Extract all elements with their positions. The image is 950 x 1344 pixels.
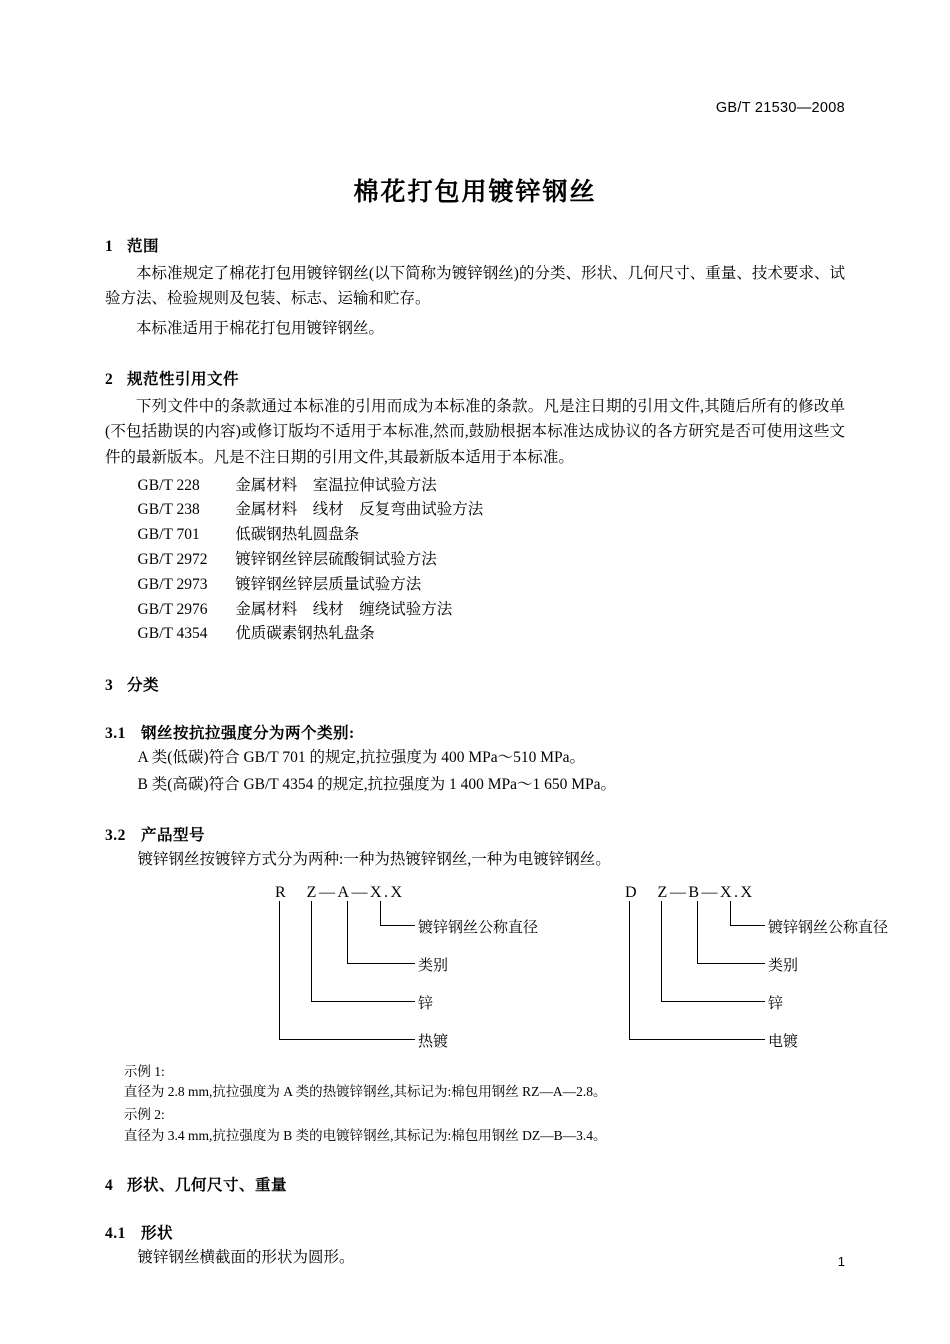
clause-number-1: 1 bbox=[105, 238, 114, 255]
designation-label-right-2: 类别 bbox=[768, 957, 799, 974]
leader-line bbox=[311, 901, 312, 1001]
reference-code: GB/T 238 bbox=[137, 501, 200, 519]
clause-title-3-2: 产品型号 bbox=[141, 827, 206, 845]
clause-heading-3 bbox=[105, 673, 845, 695]
clause-heading-1 bbox=[105, 234, 845, 256]
example-1 bbox=[105, 1062, 845, 1104]
example-1-text: 直径为 2.8 mm,抗拉强度为 A 类的热镀锌钢丝,其标记为:棉包用钢丝 RZ—A—2.8。 bbox=[123, 1084, 607, 1100]
reference-name: 低碳钢热轧圆盘条 bbox=[235, 526, 360, 544]
list-item bbox=[105, 548, 845, 573]
reference-code: GB/T 2976 bbox=[137, 600, 208, 618]
clause-heading-3-2 bbox=[105, 823, 845, 845]
clause-heading-4 bbox=[105, 1173, 845, 1195]
page-header-standard-number: GB/T 21530—2008 bbox=[715, 100, 845, 116]
page-title: 棉花打包用镀锌钢丝 bbox=[353, 179, 597, 206]
reference-code: GB/T 2972 bbox=[137, 551, 208, 569]
designation-label-left-1: 镀锌钢丝公称直径 bbox=[418, 919, 539, 936]
example-2-text: 直径为 3.4 mm,抗拉强度为 B 类的电镀锌钢丝,其标记为:棉包用钢丝 DZ—B—3.4。 bbox=[123, 1128, 607, 1144]
designation-label-right-4: 电镀 bbox=[768, 1033, 799, 1050]
product-designation-diagram bbox=[105, 879, 889, 1054]
reference-name: 镀锌钢丝锌层硫酸铜试验方法 bbox=[235, 551, 437, 569]
clause-title-1: 范围 bbox=[127, 238, 160, 255]
list-item bbox=[105, 573, 845, 598]
reference-code: GB/T 701 bbox=[137, 526, 200, 544]
designation-label-left-3: 锌 bbox=[418, 995, 434, 1012]
leader-line bbox=[347, 901, 348, 963]
leader-line bbox=[380, 901, 381, 925]
reference-name: 金属材料 线材 反复弯曲试验方法 bbox=[235, 501, 484, 519]
clause-3-2-line-1: 镀锌钢丝按镀锌方式分为两种:一种为热镀锌钢丝,一种为电镀锌钢丝。 bbox=[137, 851, 611, 869]
clause-title-2: 规范性引用文件 bbox=[127, 371, 240, 389]
reference-name: 镀锌钢丝锌层质量试验方法 bbox=[235, 575, 422, 593]
clause-number-3-1: 3.1 bbox=[105, 725, 126, 743]
clause-3-1-line-2: B 类(高碳)符合 GB/T 4354 的规定,抗拉强度为 1 400 MPa～1 650 MPa。 bbox=[137, 776, 617, 794]
clause-heading-2 bbox=[105, 367, 845, 389]
list-item bbox=[105, 498, 845, 523]
leader-line bbox=[347, 963, 415, 964]
leader-line bbox=[279, 1039, 415, 1040]
reference-name: 金属材料 线材 缠绕试验方法 bbox=[235, 600, 453, 618]
clause-heading-4-1 bbox=[105, 1221, 845, 1243]
reference-name: 金属材料 室温拉伸试验方法 bbox=[235, 476, 437, 494]
clause-3-1-line-1: A 类(低碳)符合 GB/T 701 的规定,抗拉强度为 400 MPa～510 MPa。 bbox=[137, 749, 586, 767]
example-1-label: 示例 1: bbox=[123, 1063, 165, 1079]
leader-line bbox=[697, 963, 765, 964]
reference-code: GB/T 4354 bbox=[137, 625, 208, 643]
clause-1-paragraph-1: 本标准规定了棉花打包用镀锌钢丝(以下简称为镀锌钢丝)的分类、形状、几何尺寸、重量、技术要求、试验方法、检验规则及包装、标志、运输和贮存。 bbox=[105, 265, 845, 308]
clause-number-4: 4 bbox=[105, 1177, 114, 1195]
leader-line bbox=[629, 1039, 765, 1040]
leader-line bbox=[380, 925, 415, 926]
leader-line bbox=[697, 901, 698, 963]
example-2 bbox=[105, 1105, 845, 1147]
clause-1-paragraph-2: 本标准适用于棉花打包用镀锌钢丝。 bbox=[136, 320, 385, 338]
reference-code: GB/T 2973 bbox=[137, 575, 208, 593]
designation-label-left-4: 热镀 bbox=[418, 1033, 449, 1050]
clause-title-3: 分类 bbox=[127, 677, 160, 695]
clause-number-3: 3 bbox=[105, 677, 114, 695]
page-number: 1 bbox=[837, 1254, 845, 1269]
clause-number-4-1: 4.1 bbox=[105, 1225, 126, 1243]
clause-title-3-1: 钢丝按抗拉强度分为两个类别: bbox=[141, 725, 355, 743]
leader-line bbox=[730, 901, 731, 925]
clause-title-4-1: 形状 bbox=[141, 1225, 174, 1243]
clause-2-paragraph-1: 下列文件中的条款通过本标准的引用而成为本标准的条款。凡是注日期的引用文件,其随后所有的修改单(不包括勘误的内容)或修订版均不适用于本标准,然而,鼓励根据本标准达成协议的各方研究是否可使用这些文件的最新版本。凡是不注日期的引用文件,其最新版本适用于本标准。 bbox=[105, 398, 845, 466]
leader-line bbox=[661, 901, 662, 1001]
clause-4-1-line-1: 镀锌钢丝横截面的形状为圆形。 bbox=[137, 1249, 355, 1267]
leader-line bbox=[311, 1001, 415, 1002]
designation-label-right-3: 锌 bbox=[768, 995, 784, 1012]
reference-code: GB/T 228 bbox=[137, 476, 200, 494]
leader-line bbox=[730, 925, 765, 926]
list-item bbox=[105, 474, 845, 499]
clause-heading-3-1 bbox=[105, 721, 845, 743]
reference-name: 优质碳素钢热轧盘条 bbox=[235, 625, 375, 643]
designation-label-right-1: 镀锌钢丝公称直径 bbox=[768, 919, 889, 936]
leader-line bbox=[279, 901, 280, 1039]
list-item bbox=[105, 598, 845, 623]
leader-line bbox=[629, 901, 630, 1039]
normative-reference-list bbox=[105, 474, 845, 648]
designation-label-left-2: 类别 bbox=[418, 957, 449, 974]
clause-number-2: 2 bbox=[105, 371, 114, 389]
leader-line bbox=[661, 1001, 765, 1002]
clause-number-3-2: 3.2 bbox=[105, 827, 126, 845]
list-item bbox=[105, 523, 845, 548]
designation-code-left: R Z—A—X.X bbox=[275, 883, 405, 901]
clause-title-4: 形状、几何尺寸、重量 bbox=[127, 1177, 288, 1195]
list-item bbox=[105, 622, 845, 647]
example-2-label: 示例 2: bbox=[123, 1107, 165, 1123]
designation-code-right: D Z—B—X.X bbox=[625, 883, 755, 901]
